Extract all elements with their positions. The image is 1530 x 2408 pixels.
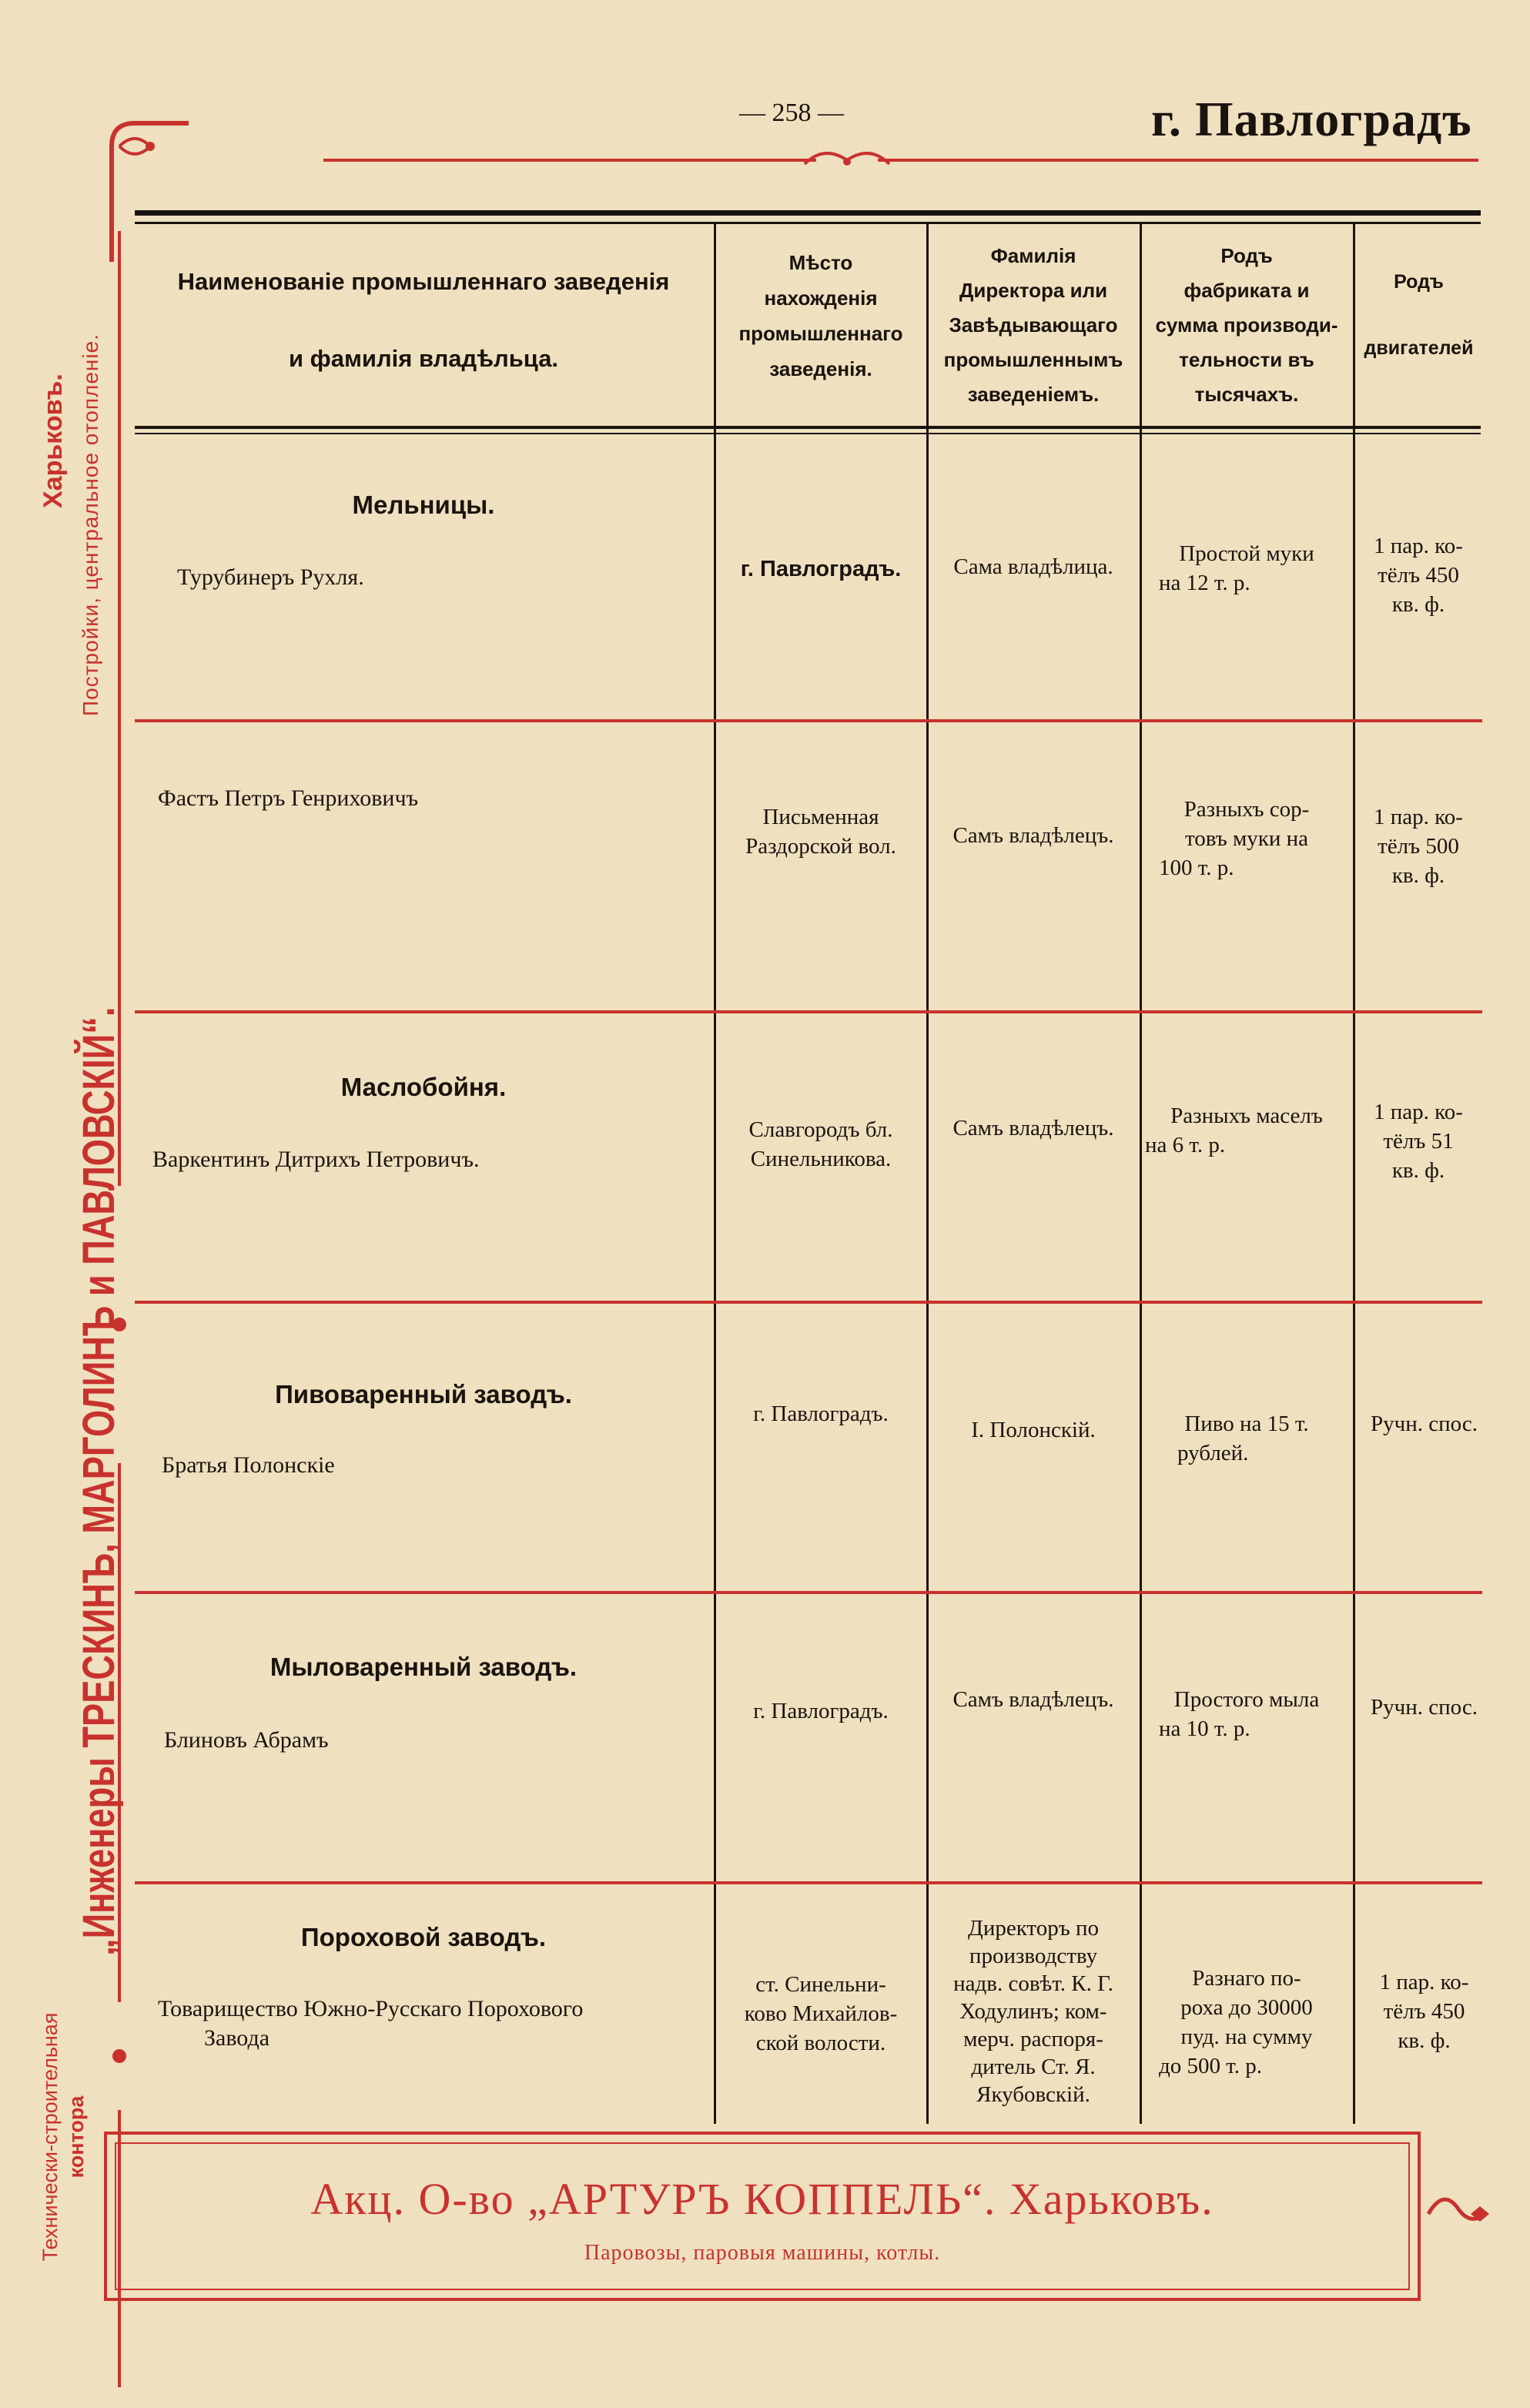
owner-name (162, 1452, 701, 1479)
product-line: на 6 т. р. (1145, 1133, 1226, 1157)
owner-line: Товарищество Южно-Русскаго Порохового (158, 1996, 584, 2021)
header-col-product-line: сумма производи- (1155, 313, 1338, 337)
product-line: до 500 т. р. (1159, 2054, 1262, 2078)
product-line: на 12 т. р. (1159, 571, 1250, 595)
side-ad-city: Харьковъ. (39, 373, 68, 508)
header-col-product-line: Родъ (1220, 244, 1273, 267)
product-line: Разныхъ сор- (1183, 797, 1310, 822)
product-cell (1142, 539, 1351, 598)
location-line: Раздорской вол. (745, 834, 896, 859)
section-title: Мыловаренный заводъ. (270, 1653, 578, 1681)
engine-line: 1 пар. ко- (1379, 1970, 1469, 1994)
director-line: Сама владѣлица. (953, 554, 1113, 579)
owner-line: Братья Полонскіе (162, 1452, 335, 1478)
engine-line: тёлъ 450 (1383, 1999, 1465, 2024)
header-col-location-line: заведенія. (769, 357, 872, 380)
engine-cell (1357, 802, 1480, 890)
location-cell (716, 1399, 926, 1428)
engine-line: 1 пар. ко- (1374, 1100, 1463, 1124)
engine-line: кв. ф. (1391, 592, 1445, 617)
location-line: ст. Синельни- (755, 1972, 886, 1997)
header-col-product (1142, 239, 1351, 412)
director-cell (929, 1415, 1138, 1445)
director-line: I. Полонскій. (971, 1418, 1096, 1442)
header-col-director-line: промышленнымъ (943, 348, 1123, 371)
engine-line: кв. ф. (1391, 1158, 1445, 1183)
section-title: Пороховой заводъ. (300, 1923, 547, 1951)
owner-line: Варкентинъ Дитрихъ Петровичъ. (152, 1147, 480, 1172)
director-cell (929, 552, 1138, 581)
header-col-director (929, 239, 1138, 412)
engine-line: тёлъ 51 (1383, 1129, 1454, 1154)
location-line: г. Павлоградъ. (740, 557, 902, 581)
engine-line: Ручн. спос. (1371, 1695, 1478, 1720)
location-line: Письменная (762, 805, 879, 829)
row-separator (135, 1301, 1482, 1304)
engine-cell (1357, 531, 1480, 619)
header-col-director-line: Директора или (959, 279, 1108, 302)
ornament-top-line-right (878, 159, 1478, 162)
product-line: рублей. (1177, 1441, 1249, 1465)
location-line: ково Михайлов- (744, 2001, 898, 2026)
engine-line: 1 пар. ко- (1374, 534, 1463, 558)
director-line: Самъ владѣлецъ. (952, 1116, 1114, 1140)
col-divider-3 (1140, 222, 1142, 2124)
engine-line: Ручн. спос. (1371, 1412, 1478, 1436)
location-line: г. Павлоградъ. (753, 1402, 889, 1426)
director-line: Якубовскій. (976, 2082, 1090, 2107)
header-bottom-rule (135, 426, 1481, 429)
product-line: Простой муки (1179, 541, 1314, 566)
product-cell (1142, 1964, 1351, 2081)
product-line: Разныхъ маселъ (1170, 1104, 1323, 1128)
engine-line: тёлъ 450 (1378, 563, 1459, 588)
director-line: производству (969, 1944, 1098, 1968)
engine-cell (1357, 1097, 1480, 1185)
header-col-location-line: нахожденія (764, 286, 878, 310)
location-line: ской волости. (755, 2031, 886, 2055)
director-line: дитель Ст. Я. (971, 2055, 1096, 2079)
side-advertisement (31, 77, 185, 2387)
header-col-director-line: Завѣдывающаго (949, 313, 1118, 337)
engine-line: кв. ф. (1398, 2028, 1451, 2053)
section-title: Мельницы. (352, 491, 495, 519)
section-title: Маслобойня. (340, 1073, 507, 1101)
col-divider-4 (1353, 222, 1355, 2124)
engine-line: кв. ф. (1391, 863, 1445, 888)
col-divider-2 (926, 222, 929, 2124)
location-line: г. Павлоградъ. (753, 1699, 889, 1723)
section-title: Пивоваренный заводъ. (275, 1380, 572, 1408)
side-ad-office-line: контора (65, 2095, 88, 2179)
product-cell (1142, 795, 1351, 882)
director-cell (929, 821, 1138, 850)
page-city-title: г. Павлоградъ (1151, 92, 1472, 146)
location-cell (716, 554, 926, 584)
bottom-ad-subtitle: Паровозы, паровыя машины, котлы. (584, 2241, 941, 2265)
table-top-rule-thick (135, 210, 1481, 216)
owner-name (152, 1147, 707, 1173)
header-col-engine-line: двигателей (1364, 337, 1474, 359)
engine-line: 1 пар. ко- (1374, 805, 1463, 829)
header-col-product-line: фабриката и (1183, 279, 1310, 302)
owner-line: Турубинеръ Рухля. (177, 564, 364, 590)
product-line: товъ муки на (1184, 826, 1309, 851)
product-cell (1142, 1409, 1351, 1468)
director-line: Директоръ по (968, 1916, 1099, 1941)
header-col-director-line: Фамилія (990, 244, 1076, 267)
header-col-location-line: Мѣсто (788, 251, 853, 274)
director-line: Ходулинъ; ком- (959, 1999, 1107, 2024)
header-col-product-line: тысячахъ. (1194, 383, 1299, 406)
location-cell (716, 1115, 926, 1174)
row-separator (135, 1591, 1482, 1594)
bottom-advertisement (104, 2132, 1421, 2301)
director-cell (929, 1685, 1138, 1714)
page-number: — 258 — (739, 99, 844, 127)
header-col-name (139, 266, 708, 375)
product-line: пуд. на сумму (1180, 2025, 1313, 2049)
side-ad-services: Постройки, центральное отопленіе. (79, 333, 102, 716)
owner-line: Фастъ Петръ Генриховичъ (158, 785, 419, 811)
side-ad-office (37, 1964, 89, 2310)
product-line: Простого мыла (1173, 1687, 1320, 1712)
header-col-name-line2: и фамилія владѣльца. (288, 345, 559, 372)
row-separator (135, 1010, 1482, 1013)
product-line: роха до 30000 (1180, 1995, 1313, 2020)
side-ad-office-line: Технически-строительная (39, 2012, 62, 2262)
owner-name (158, 1994, 689, 2053)
product-cell (1142, 1101, 1351, 1160)
product-line: 100 т. р. (1159, 856, 1234, 880)
engine-cell (1357, 1693, 1491, 1722)
director-line: Самъ владѣлецъ. (952, 1687, 1114, 1712)
product-line: Пиво на 15 т. (1184, 1412, 1309, 1436)
header-col-name-line1: Наименованіе промышленнаго заведенія (177, 268, 670, 295)
product-line: Разнаго по- (1192, 1966, 1301, 1991)
location-cell (716, 1696, 926, 1726)
director-line: надв. совѣт. К. Г. (953, 1971, 1113, 1996)
owner-line: Завода (204, 2025, 270, 2051)
side-ad-firm: „Инженеры ТРЕСКИНЪ, МАРГОЛИНЪ и ПАВЛОВСКІЙ“. (74, 1006, 124, 1956)
table-top-rule-thin (135, 222, 1481, 224)
location-cell (716, 802, 926, 861)
product-line: на 10 т. р. (1159, 1716, 1250, 1741)
ornament-bottom-right (1425, 2179, 1494, 2249)
header-col-product-line: тельности въ (1179, 348, 1314, 371)
director-cell (929, 1914, 1138, 2108)
row-separator (135, 1881, 1482, 1884)
location-line: Синельникова. (750, 1147, 892, 1171)
owner-line: Блиновъ Абрамъ (164, 1727, 329, 1753)
owner-name (158, 785, 705, 812)
engine-cell (1357, 1409, 1491, 1438)
location-cell (716, 1970, 926, 2058)
bottom-ad-title: Акц. О-во „АРТУРЪ КОППЕЛЬ“. Харьковъ. (310, 2174, 1214, 2224)
director-line: мерч. распоря- (963, 2027, 1103, 2051)
header-col-location (716, 245, 926, 387)
location-line: Славгородъ бл. (748, 1117, 893, 1142)
header-col-location-line: промышленнаго (738, 322, 903, 345)
header-col-director-line: заведеніемъ. (967, 383, 1100, 406)
row-separator (135, 719, 1482, 722)
owner-name (164, 1727, 703, 1753)
engine-cell (1357, 1968, 1491, 2055)
header-bottom-rule-2 (135, 433, 1481, 434)
header-col-engine (1355, 266, 1482, 364)
director-line: Самъ владѣлецъ. (952, 823, 1114, 848)
product-cell (1142, 1685, 1351, 1743)
ornament-top-line (323, 159, 816, 162)
header-col-engine-line: Родъ (1394, 271, 1444, 293)
engine-line: тёлъ 500 (1378, 834, 1459, 859)
director-cell (929, 1114, 1138, 1143)
owner-name (177, 564, 708, 591)
